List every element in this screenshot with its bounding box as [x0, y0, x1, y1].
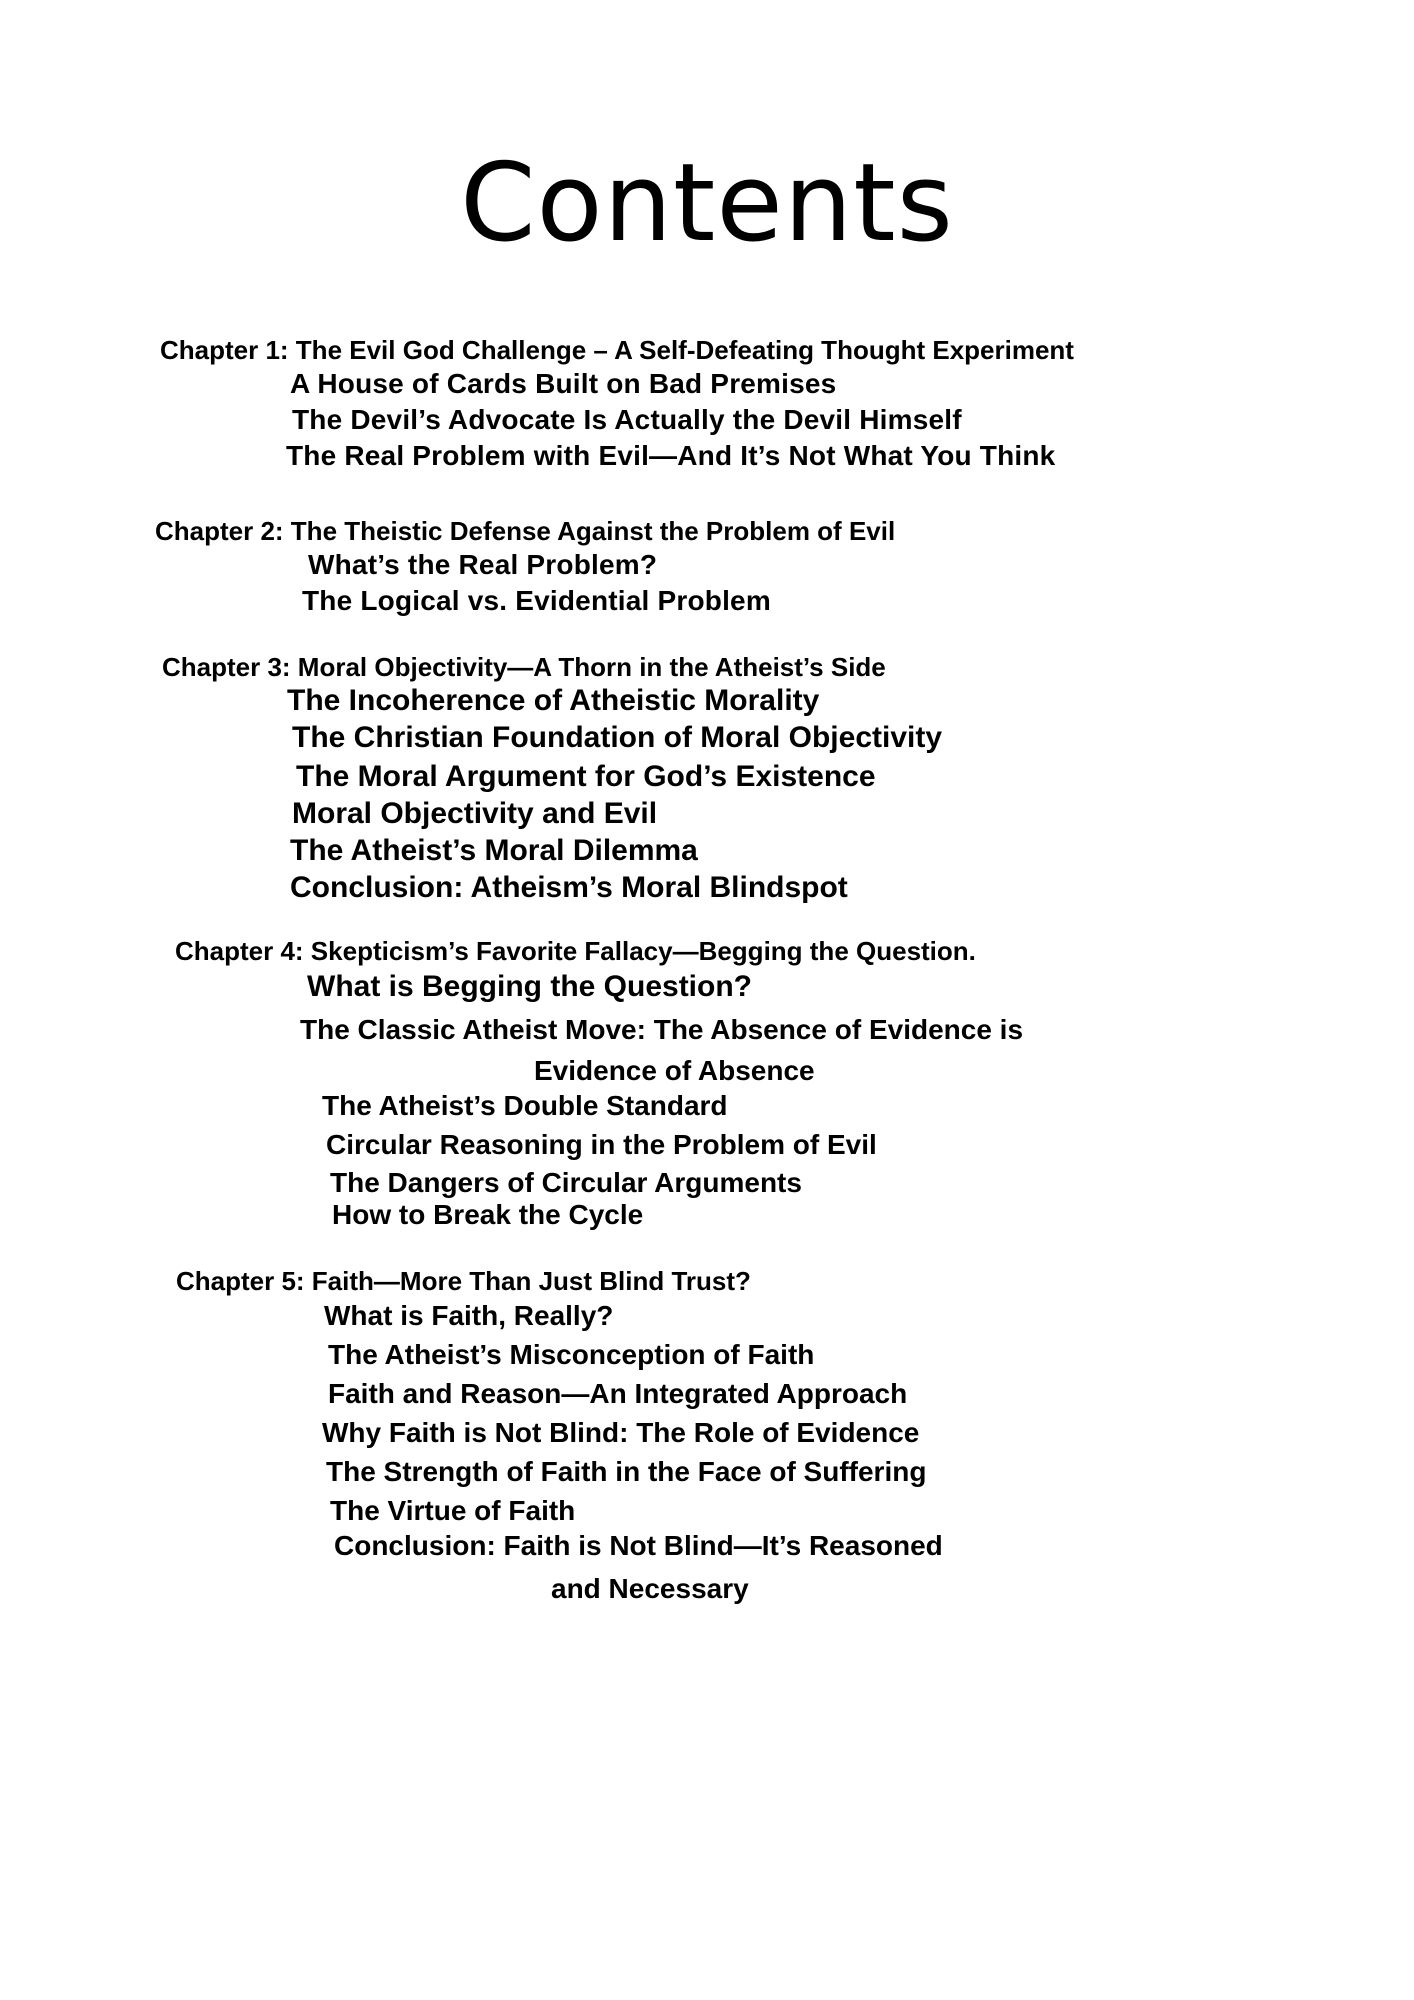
chapter-3-section: The Moral Argument for God’s Existence [296, 760, 876, 793]
chapter-3-section: The Christian Foundation of Moral Objectivity [292, 721, 943, 754]
chapter-5-section: The Virtue of Faith [330, 1495, 576, 1526]
chapter-5-section: and Necessary [551, 1573, 749, 1604]
chapter-3-section: The Incoherence of Atheistic Morality [287, 684, 820, 717]
chapter-3-heading: Chapter 3: Moral Objectivity—A Thorn in the Atheist’s Side [162, 652, 886, 682]
chapter-5-section: Faith and Reason—An Integrated Approach [328, 1378, 908, 1409]
chapter-4-section: What is Begging the Question? [307, 970, 752, 1003]
chapter-5-section: Why Faith is Not Blind: The Role of Evidence [322, 1417, 920, 1448]
chapter-4-section: The Dangers of Circular Arguments [330, 1167, 802, 1198]
chapter-2-section: What’s the Real Problem? [308, 549, 658, 580]
chapter-3-section: Conclusion: Atheism’s Moral Blindspot [290, 871, 848, 904]
chapter-1-section: The Real Problem with Evil—And It’s Not What You Think [286, 440, 1056, 471]
chapter-5-section: Conclusion: Faith is Not Blind—It’s Reasoned [334, 1530, 943, 1561]
chapter-5-section: The Atheist’s Misconception of Faith [328, 1339, 815, 1370]
chapter-4-section: Evidence of Absence [534, 1055, 815, 1086]
chapter-3-section: Moral Objectivity and Evil [292, 797, 658, 830]
chapter-1-section: The Devil’s Advocate Is Actually the Devil Himself [292, 404, 962, 435]
chapter-4-section: How to Break the Cycle [332, 1199, 644, 1230]
chapter-1-section: A House of Cards Built on Bad Premises [290, 368, 837, 399]
chapter-3-section: The Atheist’s Moral Dilemma [290, 834, 698, 867]
chapter-5-heading: Chapter 5: Faith—More Than Just Blind Trust? [176, 1266, 751, 1296]
chapter-5-section: The Strength of Faith in the Face of Suffering [326, 1456, 927, 1487]
chapter-4-heading: Chapter 4: Skepticism’s Favorite Fallacy—Begging the Question. [175, 936, 976, 966]
page-title: Contents [460, 141, 954, 266]
chapter-1-heading: Chapter 1: The Evil God Challenge – A Self-Defeating Thought Experiment [160, 335, 1074, 365]
chapter-4-section: The Atheist’s Double Standard [322, 1090, 728, 1121]
chapter-4-section: Circular Reasoning in the Problem of Evil [326, 1129, 877, 1160]
chapter-5-section: What is Faith, Really? [324, 1300, 614, 1331]
chapter-2-section: The Logical vs. Evidential Problem [302, 585, 771, 616]
chapter-2-heading: Chapter 2: The Theistic Defense Against the Problem of Evil [155, 516, 896, 546]
chapter-4-section: The Classic Atheist Move: The Absence of Evidence is [300, 1014, 1024, 1045]
